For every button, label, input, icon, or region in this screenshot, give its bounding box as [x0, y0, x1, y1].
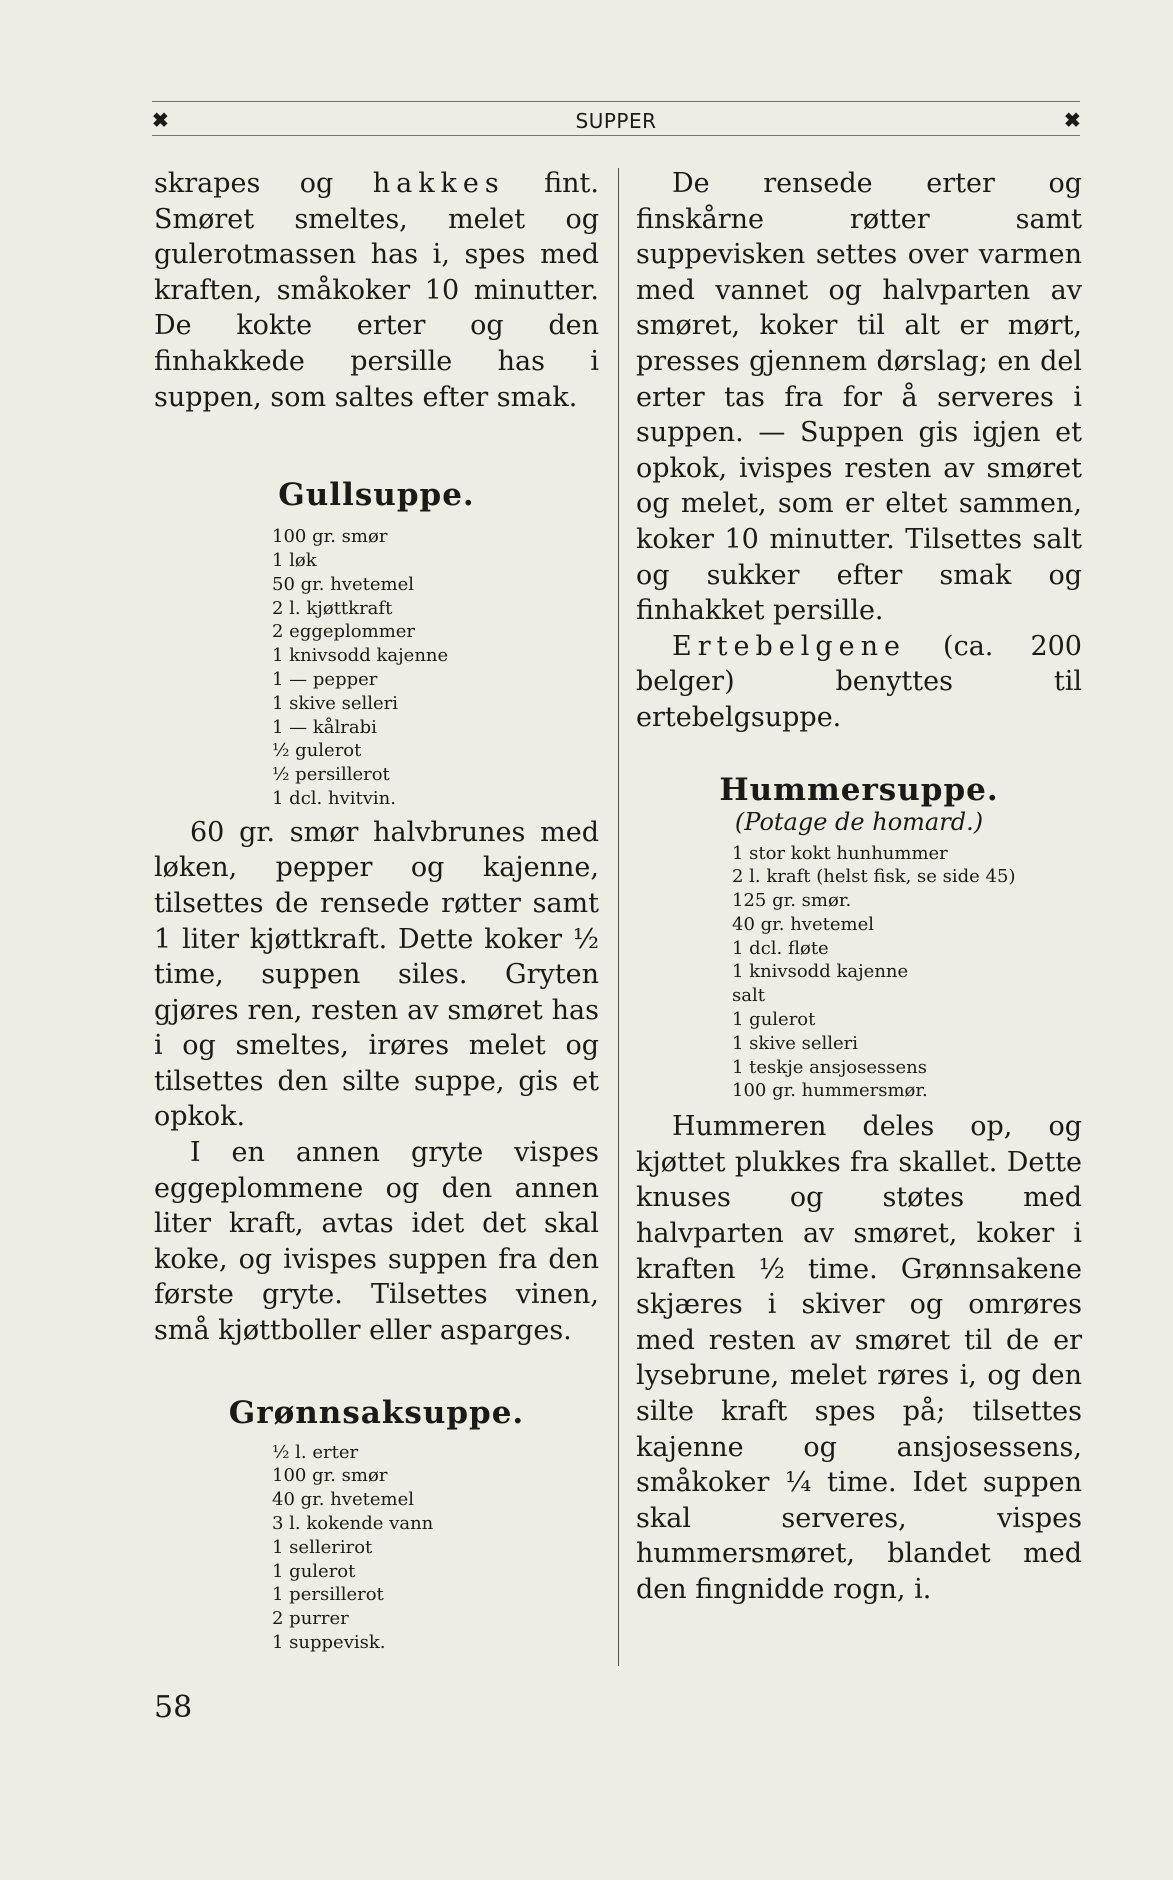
- method-paragraph: 60 gr. smør halvbrunes med løken, pepper og kajenne, tilsettes de rensede røtter samt 1 liter kjøttkraft. Dette koker ½ time, suppen siles. Gryten gjøres ren, resten av smøret has i og smeltes, irøres melet og tilsettes den silte suppe, gis et opkok.: [154, 816, 599, 1133]
- ingredient: 125 gr. smør.: [732, 890, 852, 912]
- ingredient: salt: [732, 985, 765, 1007]
- note-text: (ca. 200 belger) benyttes til ertebelgsuppe.: [636, 630, 1082, 733]
- method-paragraph: De rensede erter og finskårne røtter samt suppevisken settes over varmen med vannet og halvparten av smøret, koker til alt er mørt, presses gjennem dørslag; en del erter tas fra for å serveres i suppen. — Suppen gis igjen et opkok, ivispes resten av smøret og melet, som er eltet sammen, koker 10 minutter. Tilsettes salt og sukker efter smak og finhakket persille.: [636, 168, 1082, 627]
- method-paragraph: I en annen gryte vispes eggeplommene og den annen liter kraft, avtas idet det skal koke, og ivispes suppen fra den første gryte. Tilsettes vinen, små kjøttboller eller asparges.: [154, 1137, 599, 1347]
- header-rule: [152, 101, 1080, 102]
- ingredient: 1 — pepper: [272, 668, 378, 690]
- note-paragraph: [636, 629, 1082, 736]
- ingredient: 100 gr. smør: [272, 526, 388, 548]
- ingredient: 100 gr. smør: [272, 1465, 388, 1487]
- ingredient: 40 gr. hvetemel: [272, 1489, 414, 1511]
- column-divider: [618, 168, 619, 1666]
- ingredient: 1 knivsodd kajenne: [272, 645, 449, 667]
- ingredient-list-hummersuppe: [636, 842, 1082, 1104]
- ingredient: ½ gulerot: [272, 740, 362, 762]
- ingredient: 40 gr. hvetemel: [732, 913, 874, 935]
- ingredient: 2 purrer: [272, 1608, 349, 1630]
- ingredient: 1 dcl. fløte: [732, 937, 829, 959]
- ingredient: 1 løk: [272, 549, 317, 571]
- ingredient-list-gullsuppe: [154, 525, 599, 811]
- ingredient: 1 gulerot: [272, 1560, 356, 1582]
- method-paragraph: Hummeren deles op, og kjøttet plukkes fra skallet. Dette knuses og støtes med halvparten av smøret, koker i kraften ½ time. Grønnsakene skjæres i skiver og omrøres med resten av smøret til de er lysebrune, melet røres i, og den silte kraft spes på; tilsettes kajenne og ansjosessens, småkoker ¼ time. Idet suppen skal serveres, vispes hummersmøret, blandet med den fingnidde rogn, i.: [636, 1111, 1082, 1605]
- ingredient: 2 l. kraft (helst fisk, se side 45): [732, 866, 1016, 888]
- ingredient: 1 teskje ansjosessens: [732, 1056, 927, 1078]
- recipe-title-gullsuppe: Gullsuppe.: [278, 477, 475, 514]
- intro-paragraph: skrapes og hakkes fint. Smøret smeltes, melet og gulerotmassen has i, spes med kraften, småkoker 10 minutter. De kokte erter og den finhakkede persille has i suppen, som saltes efter smak.: [154, 168, 599, 413]
- ingredient: 100 gr. hummersmør.: [732, 1080, 928, 1102]
- ingredient: 1 skive selleri: [272, 692, 399, 714]
- right-column: [636, 166, 1082, 1608]
- ingredient: ½ persillerot: [272, 764, 390, 786]
- header-ornament-left: ✖: [152, 108, 169, 132]
- spaced-term: hakkes: [372, 168, 505, 199]
- ingredient: 1 persillerot: [272, 1584, 384, 1606]
- ingredient-list-gronnsaksuppe: [154, 1441, 599, 1655]
- ingredient: 1 sellerirot: [272, 1536, 373, 1558]
- ingredient: 50 gr. hvetemel: [272, 573, 414, 595]
- recipe-title-gronnsaksuppe: Grønnsaksuppe.: [228, 1394, 525, 1431]
- ingredient: 3 l. kokende vann: [272, 1513, 434, 1535]
- ingredient: ½ l. erter: [272, 1441, 359, 1463]
- left-column: [154, 166, 599, 1655]
- ingredient: 1 dcl. hvitvin.: [272, 787, 396, 809]
- ingredient: 1 suppevisk.: [272, 1632, 386, 1653]
- running-header-title: SUPPER: [575, 109, 657, 133]
- header-rule: [152, 135, 1080, 136]
- ingredient: 2 eggeplommer: [272, 621, 416, 643]
- spaced-term: Ertebelgene: [672, 630, 906, 662]
- ingredient: 1 gulerot: [732, 1009, 816, 1031]
- ingredient: 1 skive selleri: [732, 1032, 859, 1054]
- recipe-subtitle: (Potage de homard.): [734, 807, 984, 836]
- recipe-title-hummersuppe: Hummersuppe.: [719, 771, 999, 808]
- ingredient: 2 l. kjøttkraft: [272, 597, 393, 619]
- ingredient: 1 knivsodd kajenne: [732, 961, 909, 983]
- page-number: 58: [154, 1690, 193, 1725]
- ingredient: 1 stor kokt hunhummer: [732, 842, 948, 864]
- header-ornament-right: ✖: [1064, 108, 1081, 132]
- ingredient: 1 — kålrabi: [272, 716, 377, 738]
